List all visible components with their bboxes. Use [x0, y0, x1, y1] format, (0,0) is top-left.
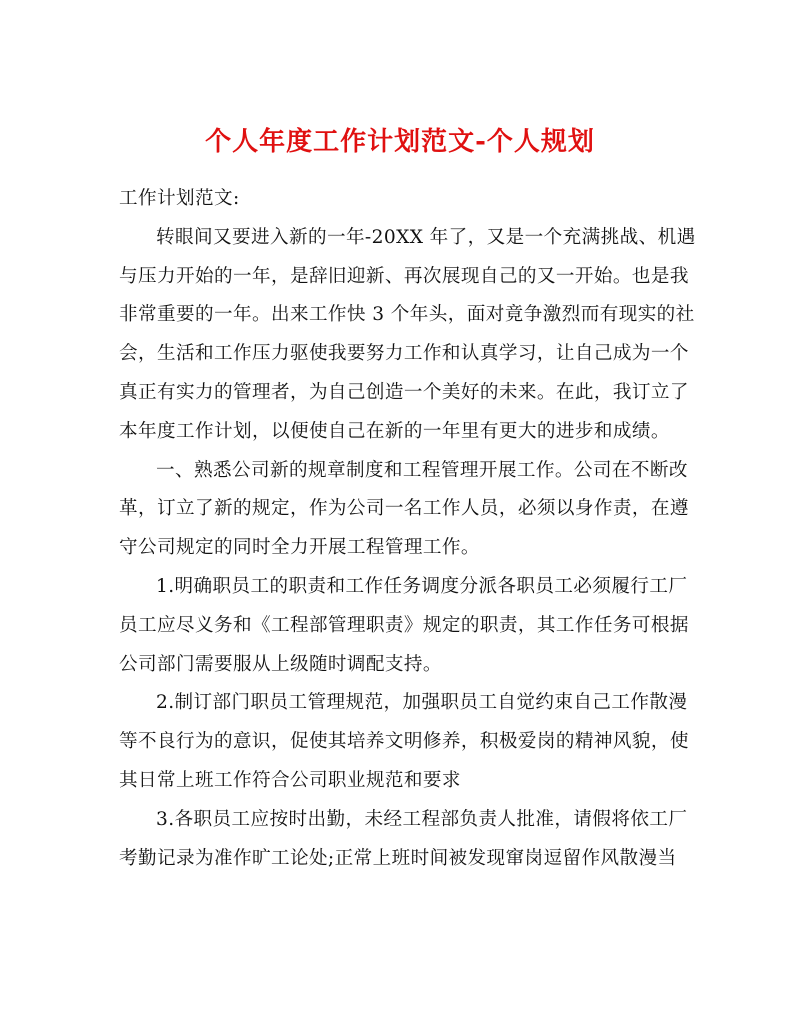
document-body — [119, 180, 696, 878]
paragraph-line: 员工应尽义务和《工程部管理职责》规定的职责，其工作任务可根据 — [119, 614, 689, 636]
paragraph-line: 真正有实力的管理者，为自己创造一个美好的未来。在此，我订立了 — [119, 381, 689, 403]
paragraph-heading — [119, 180, 679, 219]
paragraph-item-3 — [119, 801, 688, 879]
paragraph-line: 守公司规定的同时全力开展工程管理工作。 — [119, 537, 480, 559]
paragraph-item-1 — [119, 568, 689, 684]
paragraph-line: 非常重要的一年。出来工作快 3 个年头，面对竟争激烈而有现实的社 — [119, 304, 695, 326]
paragraph-item-2 — [119, 684, 689, 800]
paragraph-line: 公司部门需要服从上级随时调配支持。 — [119, 653, 442, 675]
paragraph-line: 本年度工作计划，以便使自己在新的一年里有更大的进步和成绩。 — [119, 420, 670, 442]
paragraph-line: 转眼间又要进入新的一年-20XX 年了，又是一个充满挑战、机遇 — [156, 226, 696, 248]
paragraph-line: 革，订立了新的规定，作为公司一名工作人员，必须以身作责，在遵 — [119, 498, 689, 520]
paragraph-line: 等不良行为的意识，促使其培养文明修养，积极爱岗的精神风貌，使 — [119, 731, 689, 753]
paragraph-line: 3.各职员工应按时出勤，未经工程部负责人批准，请假将依工厂 — [156, 808, 688, 830]
paragraph-line: 工作计划范文: — [119, 188, 240, 209]
paragraph-line: 1.明确职员工的职责和工作任务调度分派各职员工必须履行工厂 — [156, 575, 688, 597]
paragraph-line: 会，生活和工作压力驱使我要努力工作和认真学习，让自己成为一个 — [119, 343, 689, 365]
paragraph-line: 考勤记录为准作旷工论处;正常上班时间被发现窜岗逗留作风散漫当 — [119, 847, 677, 869]
document-title: 个人年度工作计划范文-个人规划 — [205, 127, 595, 158]
paragraph-line: 2.制订部门职员工管理规范，加强职员工自觉约束自己工作散漫 — [156, 692, 688, 714]
paragraph-line: 与压力开始的一年，是辞旧迎新、再次展现自己的又一开始。也是我 — [119, 265, 689, 287]
paragraph-intro — [119, 219, 696, 452]
paragraph-line: 一、熟悉公司新的规章制度和工程管理开展工作。公司在不断改 — [156, 459, 688, 481]
paragraph-line: 其日常上班工作符合公司职业规范和要求 — [119, 769, 461, 791]
paragraph-section-one — [119, 452, 689, 568]
